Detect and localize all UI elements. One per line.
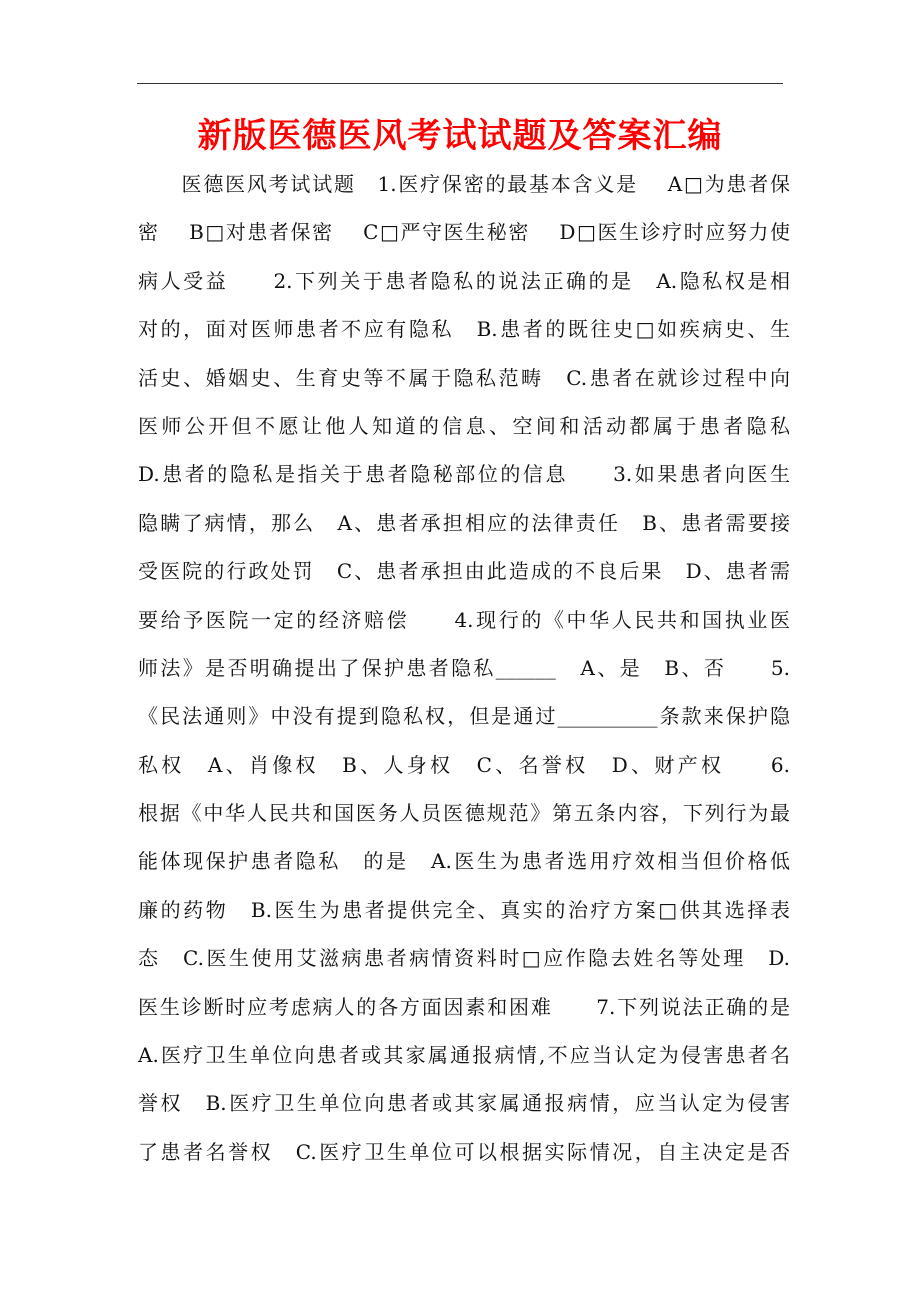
text-line: 医师公开但不愿让他人知道的信息、空间和活动都属于患者隐私 — [138, 413, 790, 438]
text-line: 能体现保护患者隐私 的是 A.医生为患者选用疗效相当但价格低 — [138, 849, 790, 874]
text-line: 了患者名誉权 C.医疗卫生单位可以根据实际情况，自主决定是否 — [138, 1139, 790, 1164]
text-line: 态 C.医生使用艾滋病患者病情资料时□应作隐去姓名等处理 D. — [138, 946, 790, 971]
text-line: 病人受益 2.下列关于患者隐私的说法正确的是 A.隐私权是相 — [138, 268, 790, 293]
header-rule — [137, 83, 783, 84]
text-line: 师法》是否明确提出了保护患者隐私______ A、是 B、否 5. — [138, 655, 790, 680]
text-line: 隐瞒了病情，那么 A、患者承担相应的法律责任 B、患者需要接 — [138, 510, 790, 535]
document-title: 新版医德医风考试试题及答案汇编 — [197, 116, 723, 156]
text-line: 活史、婚姻史、生育史等不属于隐私范畴 C.患者在就诊过程中向 — [138, 365, 790, 390]
text-line: 《民法通则》中没有提到隐私权，但是通过__________条款来保护隐 — [138, 704, 790, 729]
text-line: 廉的药物 B.医生为患者提供完全、真实的治疗方案□供其选择表 — [138, 897, 790, 922]
text-line: A.医疗卫生单位向患者或其家属通报病情,不应当认定为侵害患者名 — [138, 1043, 790, 1068]
text-line: 要给予医院一定的经济赔偿 4.现行的《中华人民共和国执业医 — [138, 607, 790, 632]
text-line: 根据《中华人民共和国医务人员医德规范》第五条内容，下列行为最 — [138, 801, 790, 826]
text-line: D.患者的隐私是指关于患者隐秘部位的信息 3.如果患者向医生 — [138, 462, 790, 487]
text-line: 医生诊断时应考虑病人的各方面因素和困难 7.下列说法正确的是 — [138, 994, 790, 1019]
text-line: 私权 A、肖像权 B、人身权 C、名誉权 D、财产权 6. — [138, 752, 790, 777]
document-body — [138, 160, 790, 1176]
text-line: 医德医风考试试题 1.医疗保密的最基本含义是 A□为患者保 — [138, 172, 790, 196]
text-line: 对的，面对医师患者不应有隐私 B.患者的既往史□如疾病史、生 — [138, 317, 790, 342]
text-line: 誉权 B.医疗卫生单位向患者或其家属通报病情，应当认定为侵害 — [138, 1091, 790, 1116]
text-line: 受医院的行政处罚 C、患者承担由此造成的不良后果 D、患者需 — [138, 559, 790, 584]
text-line: 密 B□对患者保密 C□严守医生秘密 D□医生诊疗时应努力使 — [138, 220, 790, 245]
